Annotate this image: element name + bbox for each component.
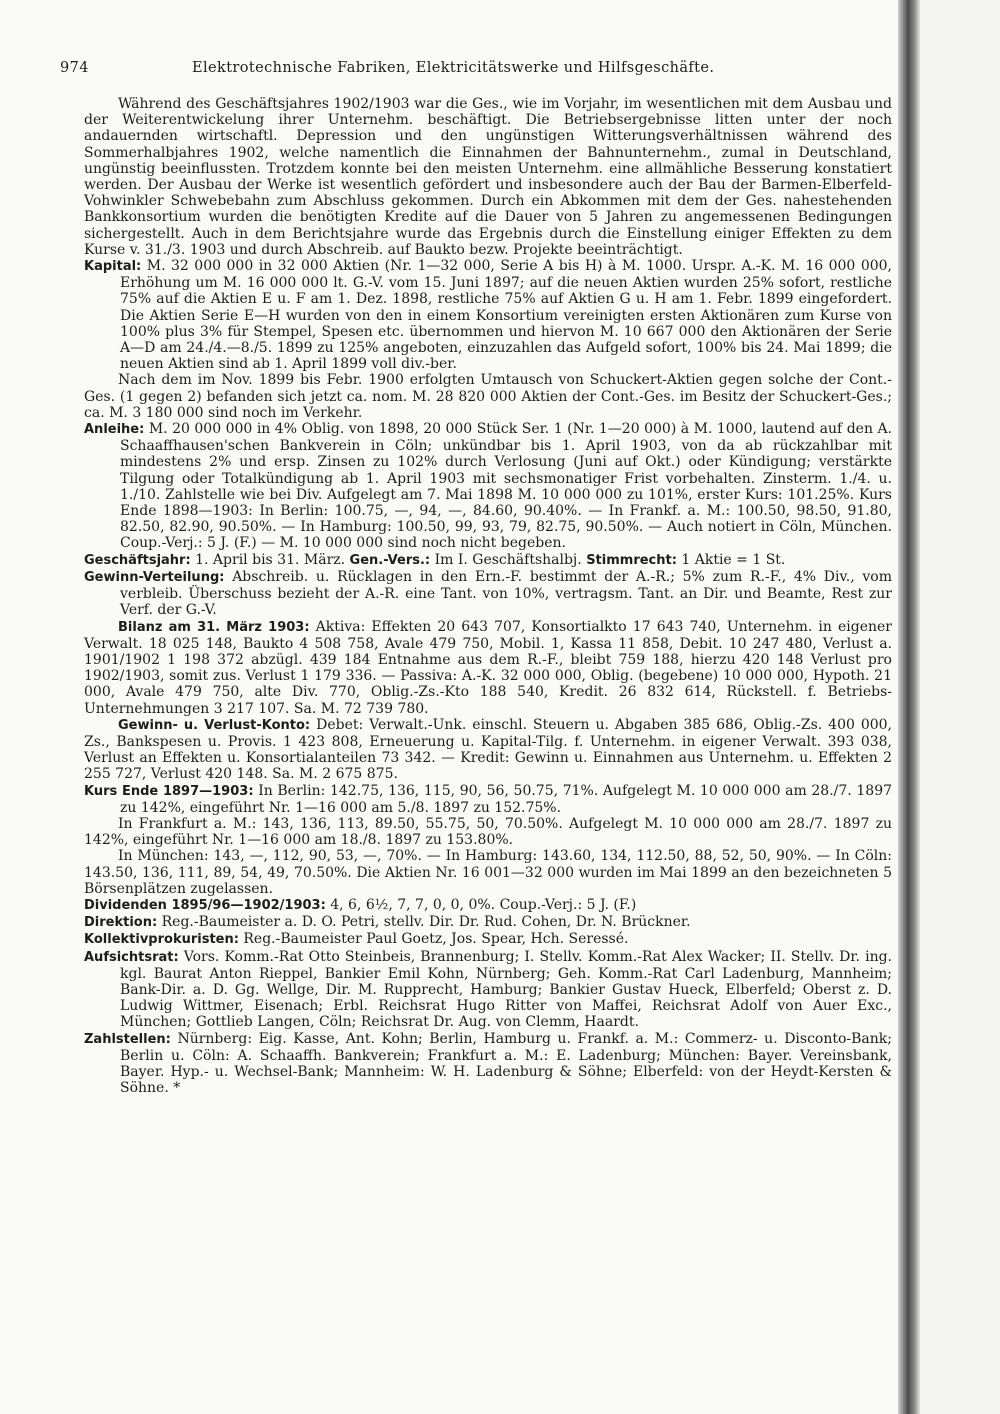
kollektivprokuristen-label: Kollektivprokuristen: [84, 932, 239, 948]
aufsichtsrat-section [84, 949, 892, 1031]
gen-vers-text: Im I. Geschäftshalbj. [434, 551, 582, 568]
gewinn-verlust-label: Gewinn- u. Verlust-Konto: [118, 717, 311, 733]
dividenden-section [84, 897, 892, 914]
gewinn-verteilung-label: Gewinn-Verteilung: [84, 569, 225, 585]
kollektivprokuristen-section [84, 931, 892, 948]
geschaeftsjahr-text: 1. April bis 31. März. [195, 551, 346, 568]
geschaeftsjahr-section [84, 552, 892, 569]
kapital-label: Kapital: [84, 259, 142, 275]
kapital-text: M. 32 000 000 in 32 000 Aktien (Nr. 1—32 000, Serie A bis H) à M. 1000. Urspr. A.-K. M. 16 000 000, Erhöhung um M. 16 000 000 lt. G.-V. vom 15. Juni 1897; auf die neuen Aktien wurden 25% sofort, restliche 75% auf die Aktien E u. F am 1. Dez. 1898, restliche 75% auf Aktien G u. H am 1. Febr. 1899 eingefordert. Die Aktien Serie E—H wurden von den in einem Konsortium vereinigten ersten Aktionären zum Kurse von 100% plus 3% für Stempel, Spesen etc. übernommen und hiervon M. 10 667 000 den Aktionären der Serie A—D am 24./4.—8./5. 1899 zu 125% angeboten, einzuzahlen das Aufgeld sofort, 100% bis 24. Mai 1899; die neuen Aktien sind ab 1. April 1899 voll div.-ber. [120, 258, 892, 373]
kurs-frankfurt-text: In Frankfurt a. M.: 143, 136, 113, 89.50, 55.75, 50, 70.50%. Aufgelegt M. 10 000 000 am 28./7. 1897 zu 142%, eingeführt Nr. 1—16 000 am 18./8. 1897 zu 153.80%. [84, 815, 892, 849]
dividenden-text: 4, 6, 6½, 7, 7, 0, 0, 0%. Coup.-Verj.: 5 J. (F.) [330, 896, 637, 913]
company-entry [84, 96, 892, 1096]
bilanz-label: Bilanz am 31. März 1903: [118, 619, 310, 635]
gewinn-verteilung-text: Abschreib. u. Rücklagen in den Ern.-F. bestimmt der A.-R.; 5% zum R.-F., 4% Div., vom verbleib. Überschuss bezieht der A.-R. eine Tant. von 10%, vertragsm. Tant. an Dir. und Beamte, Rest zur Verf. der G.-V. [120, 568, 892, 619]
kurs-berlin-text: In Berlin: 142.75, 136, 115, 90, 56, 50.75, 71%. Aufgelegt M. 10 000 000 am 28./7. 1897 zu 142%, eingeführt Nr. 1—16 000 am 5./8. 1897 zu 152.75%. [120, 782, 893, 816]
intro-paragraph: Während des Geschäftsjahres 1902/1903 war die Ges., wie im Vorjahr, im wesentlichen mit dem Ausbau und der Weiterentwickelung ihrer Unternehm. beschäftigt. Die Betriebsergebnisse litten unter der noch andauernden wirtschaftl. Depression und den ungünstigen Witterungsverhältnissen während des Sommerhalbjahres 1902, welche namentlich die Einnahmen der Bahnunternehm., zumal in Deutschland, ungünstig beeinflussten. Trotzdem konnte bei den meisten Unternehm. eine allmähliche Besserung konstatiert werden. Der Ausbau der Werke ist wesentlich gefördert und insbesondere auch der Bau der Barmen-Elberfeld-Vohwinkler Schwebebahn zum Abschluss gekommen. Durch ein Abkommen mit dem der Ges. nahestehenden Bankkonsortium wurden die benötigten Kredite auf die Dauer von 5 Jahren zu angemessenen Bedingungen sichergestellt. Auch in dem Berichtsjahre wurde das Ergebnis durch die Einstellung einiger Effekten zu dem Kurse v. 31./3. 1903 und durch Abschreib. auf Baukto bezw. Projekte beeinträchtigt. [84, 96, 892, 258]
kapital-section [84, 258, 892, 372]
right-page [920, 0, 1000, 1414]
dividenden-label: Dividenden 1895/96—1902/1903: [84, 897, 326, 913]
stimmrecht-text: 1 Aktie = 1 St. [681, 551, 786, 568]
bilanz-text: Aktiva: Effekten 20 643 707, Konsortialkto 17 643 740, Unternehm. in eigener Verwalt. 18 025 148, Baukto 4 508 758, Avale 479 750, Mobil. 1, Kassa 11 858, Debit. 10 247 480, Verlust a. 1901/1902 1 198 372 abzügl. 439 184 Entnahme aus dem R.-F., bleibt 759 188, hierzu 420 148 Verlust pro 1902/1903, somit zus. Verlust 1 179 336. — Passiva: A.-K. 32 000 000, Oblig. (begebene) 10 000 000, Hypoth. 21 000, Avale 479 750, alte Div. 770, Oblig.-Zs.-Kto 188 540, Kredit. 26 832 614, Rückstell. f. Betriebs-Unternehmungen 3 217 107. Sa. M. 72 739 780. [84, 618, 892, 717]
direktion-label: Direktion: [84, 915, 158, 931]
umtausch-paragraph: Nach dem im Nov. 1899 bis Febr. 1900 erfolgten Umtausch von Schuckert-Aktien gegen solche der Cont.-Ges. (1 gegen 2) befanden sich jetzt ca. nom. M. 28 820 000 Aktien der Cont.-Ges. im Besitz der Schuckert-Ges.; ca. M. 3 180 000 sind noch im Verkehr. [84, 372, 892, 421]
running-head: Elektrotechnische Fabriken, Elektricitätswerke und Hilfsgeschäfte. [192, 60, 715, 76]
kurs-muenchen-text: In München: 143, —, 112, 90, 53, —, 70%. — In Hamburg: 143.60, 134, 112.50, 88, 52, 50, 90%. — In Cöln: 143.50, 136, 111, 89, 54, 49, 70.50%. Die Aktien Nr. 16 001—32 000 wurden im Mai 1899 an den bezeichneten 5 Börsenplätzen zugelassen. [84, 848, 892, 897]
anleihe-label: Anleihe: [84, 422, 145, 438]
zahlstellen-label: Zahlstellen: [84, 1031, 171, 1047]
gewinn-verteilung-section [84, 569, 892, 619]
stimmrecht-label: Stimmrecht: [586, 552, 677, 568]
gewinn-verlust-text: Debet: Verwalt.-Unk. einschl. Steuern u. Abgaben 385 686, Oblig.-Zs. 400 000, Zs., Bankspesen u. Provis. 1 423 808, Erneuerung u. Kapital-Tilg. f. Unternehm. in eigener Verwalt. 393 038, Verlust an Effekten u. Konsortialanteilen 73 342. — Kredit: Gewinn u. Einnahmen aus Unternehm. u. Effekten 2 255 727, Verlust 420 148. Sa. M. 2 675 875. [84, 716, 893, 783]
zahlstellen-section [84, 1031, 892, 1097]
page-header [60, 60, 860, 82]
kollektivprokuristen-text: Reg.-Baumeister Paul Goetz, Jos. Spear, Hch. Seressé. [243, 931, 629, 948]
kurs-label: Kurs Ende 1897—1903: [84, 783, 254, 799]
direktion-section [84, 914, 892, 931]
zahlstellen-text: Nürnberg: Eig. Kasse, Ant. Kohn; Berlin, Hamburg u. Frankf. a. M.: Commerz- u. Disconto-Bank; Berlin u. Cöln: A. Schaaffh. Bankverein; Frankfurt a. M.: E. Ladenburg; München: Bayer. Vereinsbank, Bayer. Hyp.- u. Wechsel-Bank; Mannheim: W. H. Ladenburg & Söhne; Elberfeld: von der Heydt-Kersten & Söhne. * [120, 1030, 892, 1097]
aufsichtsrat-text: Vors. Komm.-Rat Otto Steinbeis, Brannenburg; I. Stellv. Komm.-Rat Alex Wacker; II. Stellv. Dr. ing. kgl. Baurat Anton Rieppel, Bankier Emil Kohn, Nürnberg; Geh. Komm.-Rat Carl Ladenburg, Mannheim; Bank-Dir. a. D. Gg. Wellge, Dir. M. Rupprecht, Hamburg; Bankier Gustav Hueck, Elberfeld; Oberst z. D. Ludwig Wittmer, Eisenach; Erbl. Reichsrat Hugo Ritter von Maffei, Reichsrat Adolf von Auer Exc., München; Gottlieb Langen, Cöln; Reichsrat Dr. Aug. von Clemm, Haardt. [120, 948, 892, 1031]
aufsichtsrat-label: Aufsichtsrat: [84, 949, 179, 965]
kurs-section [84, 783, 892, 816]
gewinn-verlust-section [84, 717, 892, 783]
anleihe-text: M. 20 000 000 in 4% Oblig. von 1898, 20 000 Stück Ser. 1 (Nr. 1—20 000) à M. 1000, lautend auf den A. Schaaffhausen'schen Bankverein in Cöln; unkündbar bis 1. April 1903, von da ab rückzahlbar mit mindestens 2% und ersp. Zinsen zu 102% durch Verlosung (Juni auf Okt.) oder Kündigung; verstärkte Tilgung oder Totalkündigung ab 1. April 1903 mit sechsmonatiger Frist vorbehalten. Zinsterm. 1./4. u. 1./10. Zahlstelle wie bei Div. Aufgelegt am 7. Mai 1898 M. 10 000 000 zu 101%, erster Kurs: 101.25%. Kurs Ende 1898—1903: In Berlin: 100.75, —, 94, —, 84.60, 90.40%. — In Frankf. a. M.: 100.50, 98.50, 91.80, 82.50, 82.90, 90.50%. — In Hamburg: 100.50, 99, 93, 79, 82.75, 90.50%. — Auch notiert in Cöln, München. Coup.-Verj.: 5 J. (F.) — M. 10 000 000 sind noch nicht begeben. [120, 421, 893, 552]
bilanz-section [84, 619, 892, 717]
gen-vers-label: Gen.-Vers.: [349, 552, 431, 568]
page-number: 974 [60, 60, 89, 76]
book-gutter [898, 0, 920, 1414]
direktion-text: Reg.-Baumeister a. D. O. Petri, stellv. Dir. Dr. Rud. Cohen, Dr. N. Brückner. [161, 914, 691, 931]
geschaeftsjahr-label: Geschäftsjahr: [84, 552, 191, 568]
anleihe-section [84, 421, 892, 552]
